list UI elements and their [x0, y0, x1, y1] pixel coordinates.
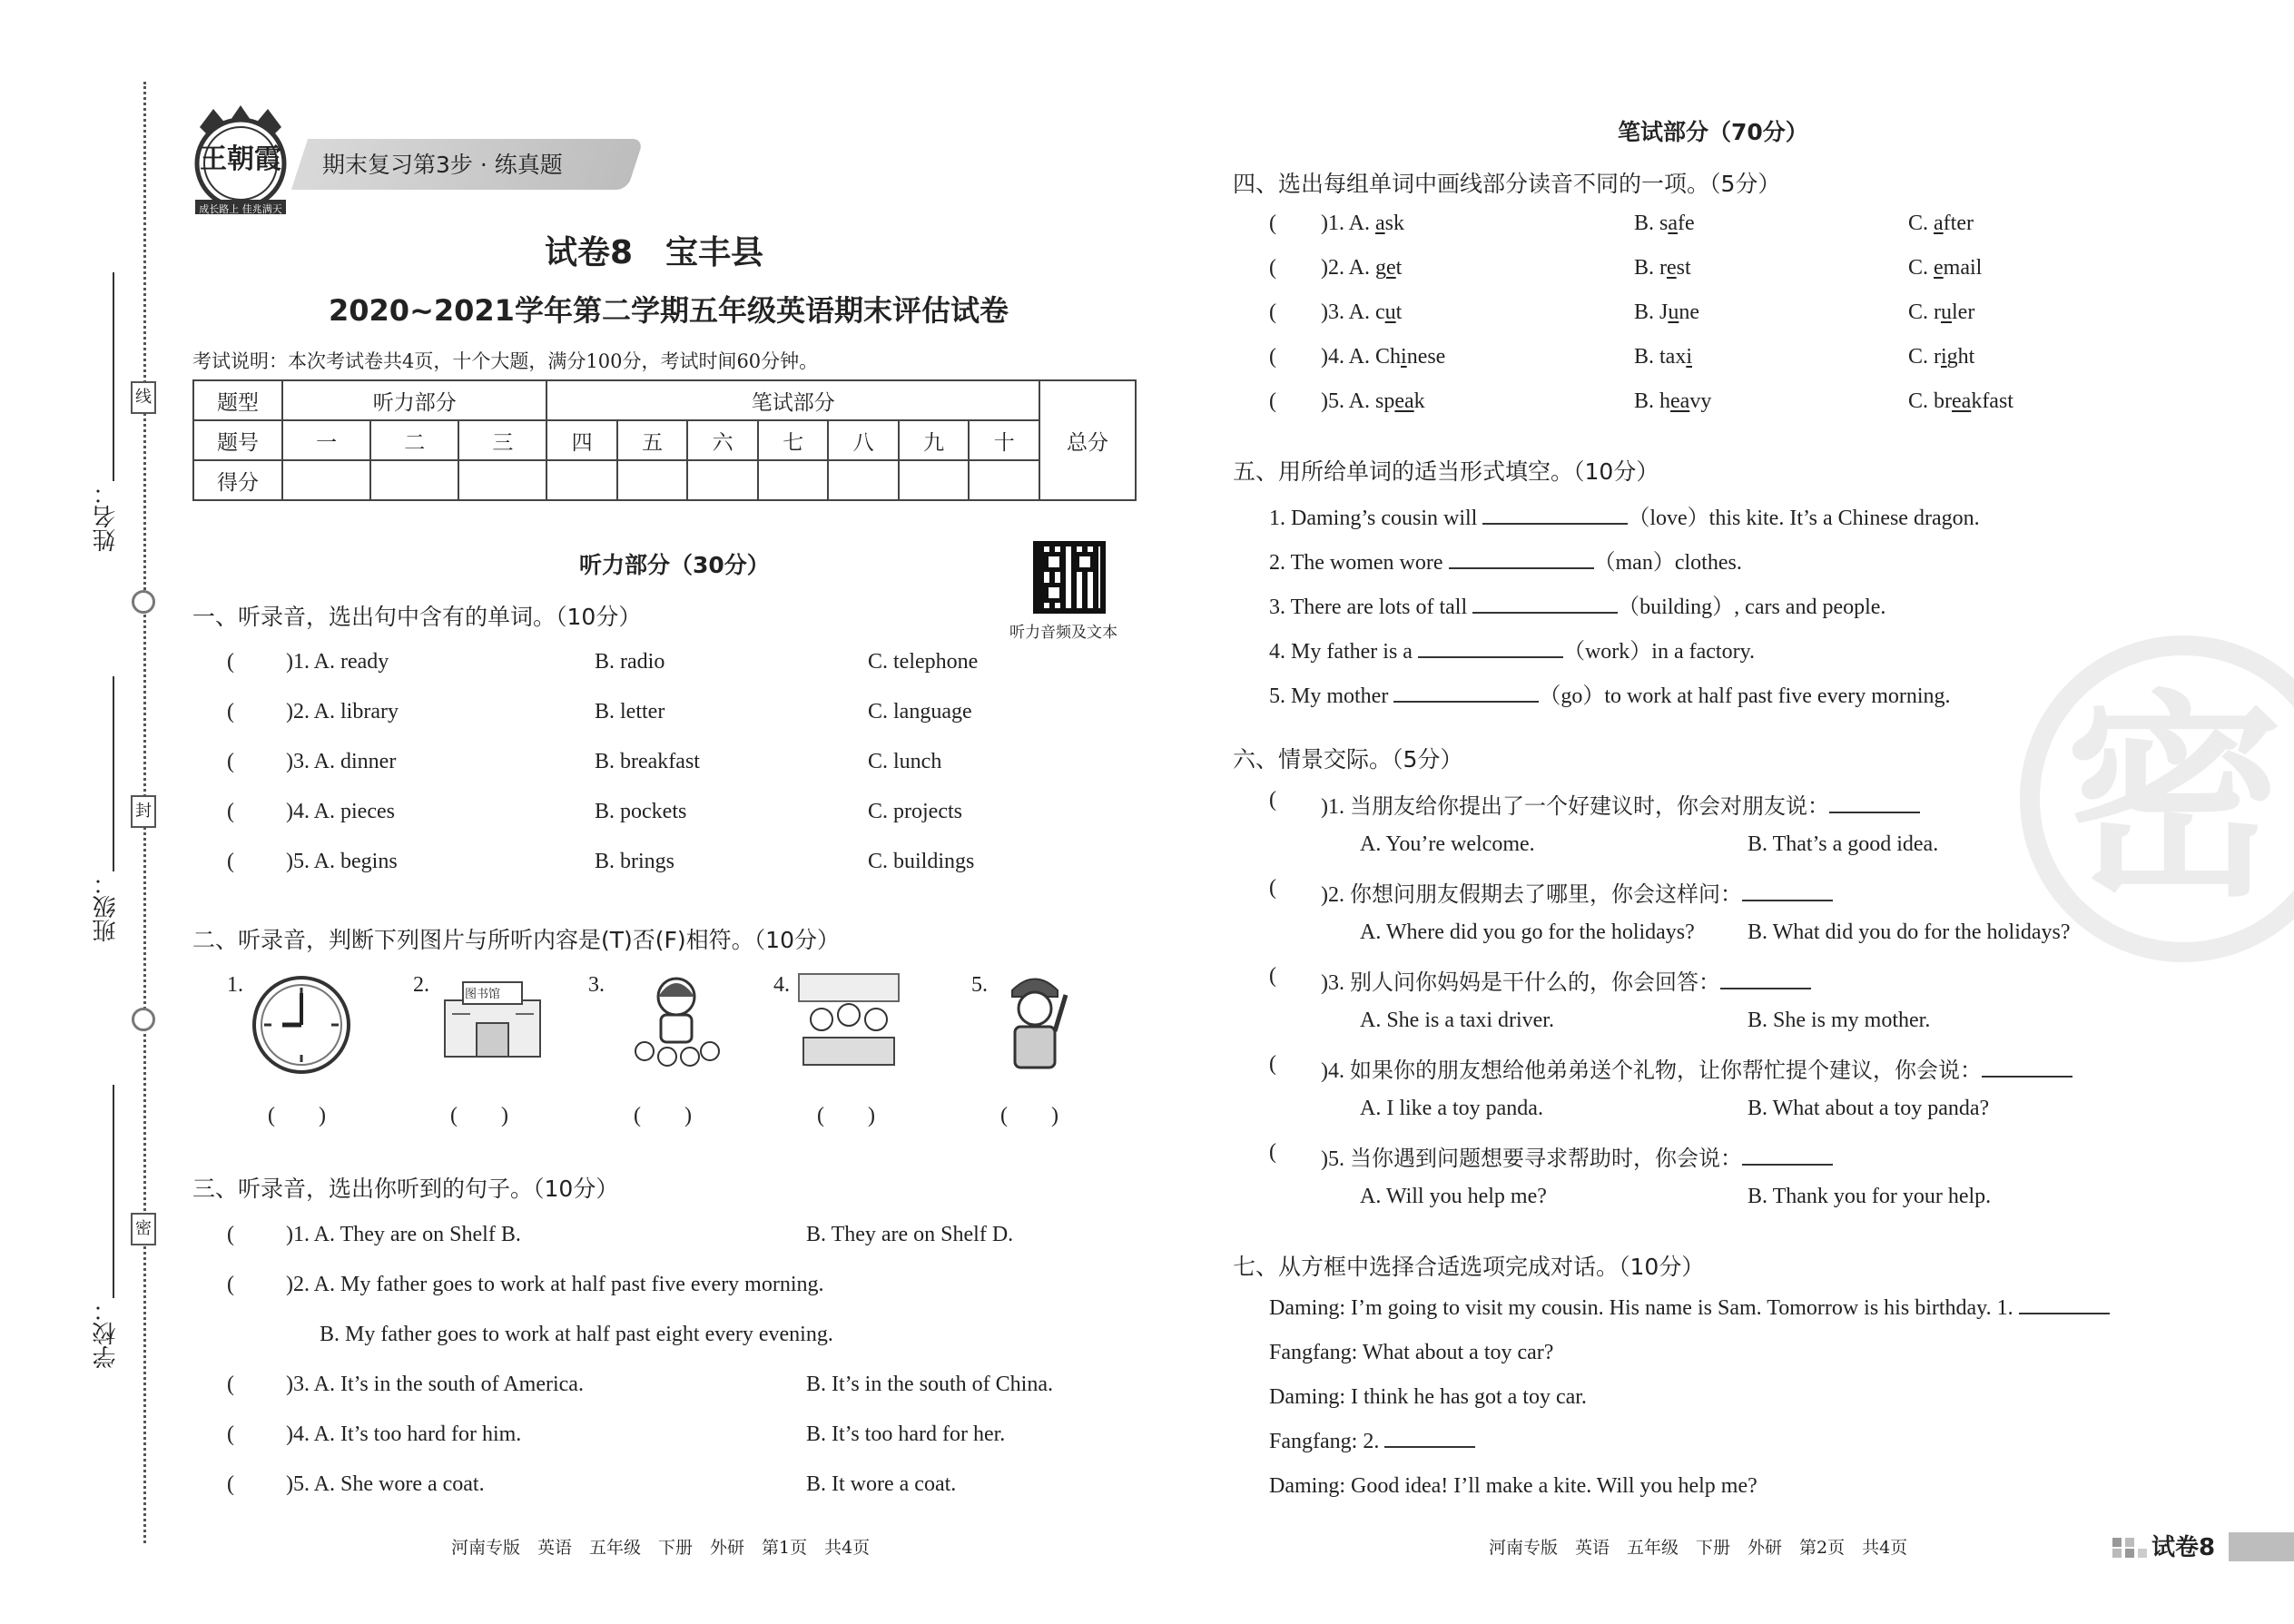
pic-answer-1[interactable]: ( ): [268, 1104, 326, 1127]
s4-option-a: )3. A. cut: [1321, 300, 1403, 324]
s6-option-a: A. I like a toy panda.: [1360, 1097, 1543, 1120]
s4-option-b: B. heavy: [1634, 389, 1712, 413]
s3-option-a: )4. A. It’s too hard for him.: [286, 1422, 522, 1446]
s3-paren[interactable]: (: [227, 1273, 234, 1296]
s6-option-a: A. Will you help me?: [1360, 1185, 1547, 1208]
s1-item-c: C. projects: [868, 800, 962, 823]
num-6: 六: [687, 420, 758, 460]
pic-answer-5[interactable]: ( ): [1000, 1104, 1058, 1127]
s4-option-c: C. ruler: [1908, 300, 1975, 324]
s4-option-b: B. safe: [1634, 212, 1695, 235]
score-cell[interactable]: [546, 460, 617, 500]
exam-instructions: 考试说明：本次考试卷共4页，十个大题，满分100分，考试时间60分钟。: [192, 350, 819, 372]
s6-option-b: B. What about a toy panda?: [1748, 1097, 1990, 1120]
footer-tag: 试卷8: [2151, 1534, 2216, 1561]
score-table: [192, 379, 1137, 501]
s5-item: 5. My mother （go）to work at half past five every morning.: [1269, 684, 1951, 708]
clock-image: [250, 973, 354, 1081]
banner-text: 期末复习第3步 · 练真题: [322, 152, 563, 178]
s3-title: 三、听录音，选出你听到的句子。（10分）: [192, 1176, 619, 1202]
s1-item-a: )5. A. begins: [286, 850, 398, 873]
s1-paren[interactable]: (: [227, 850, 234, 873]
s2-title: 二、听录音，判断下列图片与所听内容是(T)否(F)相符。（10分）: [192, 927, 840, 953]
s6-blank[interactable]: [1742, 883, 1833, 901]
s3-paren[interactable]: (: [227, 1422, 234, 1446]
s4-option-b: B. taxi: [1634, 345, 1692, 369]
s6-option-b: B. What did you do for the holidays?: [1748, 920, 2071, 944]
score-cell[interactable]: [617, 460, 688, 500]
binding-char-top: 线: [131, 381, 156, 414]
punch-hole-2: [132, 1008, 155, 1031]
s5-item: 2. The women wore （man）clothes.: [1269, 551, 1742, 575]
written-col: 笔试部分: [546, 380, 1039, 420]
pic-answer-3[interactable]: ( ): [634, 1104, 692, 1127]
score-cell[interactable]: [370, 460, 458, 500]
s6-paren[interactable]: (: [1269, 964, 1276, 988]
s1-item-c: C. lunch: [868, 750, 942, 773]
school-line[interactable]: [113, 1085, 114, 1298]
s6-paren[interactable]: (: [1269, 788, 1276, 812]
s1-item-b: B. brings: [595, 850, 675, 873]
s5-blank[interactable]: [1393, 684, 1539, 703]
pic-label-4: 4.: [773, 973, 790, 997]
s3-option-b: B. My father goes to work at half past eight every evening.: [320, 1323, 833, 1346]
s4-option-c: C. email: [1908, 256, 1983, 280]
s3-option-a: )2. A. My father goes to work at half past five every morning.: [286, 1273, 824, 1296]
s6-paren[interactable]: (: [1269, 876, 1276, 900]
s6-question: )2. 你想问朋友假期去了哪里，你会这样问：: [1321, 876, 1833, 908]
pic-label-1: 1.: [227, 973, 243, 997]
party-image: [794, 969, 903, 1073]
num-4: 四: [546, 420, 617, 460]
score-label: 得分: [193, 460, 282, 500]
footer-decoration: [2111, 1534, 2156, 1561]
paper-title: 试卷8 宝丰县: [545, 234, 764, 271]
punch-hole-1: [132, 590, 155, 614]
s1-item-b: B. pockets: [595, 800, 687, 823]
s1-item-b: B. radio: [595, 650, 665, 674]
s4-paren[interactable]: (: [1269, 256, 1276, 280]
s5-blank[interactable]: [1418, 640, 1563, 658]
s5-item: 1. Daming’s cousin will （love）this kite. It’s a Chinese dragon.: [1269, 507, 1980, 530]
s1-paren[interactable]: (: [227, 750, 234, 773]
num-10: 十: [969, 420, 1039, 460]
s1-title: 一、听录音，选出句中含有的单词。（10分）: [192, 604, 642, 630]
s6-question: )1. 当朋友给你提出了一个好建议时，你会对朋友说：: [1321, 788, 1920, 820]
score-cell[interactable]: [969, 460, 1039, 500]
s6-option-b: B. She is my mother.: [1748, 1009, 1931, 1032]
s5-blank[interactable]: [1472, 595, 1618, 614]
s3-paren[interactable]: (: [227, 1373, 234, 1396]
s4-option-a: )5. A. speak: [1321, 389, 1425, 413]
qr-caption: 听力音频及文本: [1009, 624, 1117, 642]
s4-paren[interactable]: (: [1269, 300, 1276, 324]
num-5: 五: [617, 420, 688, 460]
score-num-label: 题号: [193, 420, 282, 460]
policeman-image: [989, 968, 1080, 1076]
s1-paren[interactable]: (: [227, 650, 234, 674]
secret-watermark-char: 密: [2065, 672, 2284, 926]
binding-char-bottom: 密: [131, 1213, 156, 1245]
s3-paren[interactable]: (: [227, 1223, 234, 1246]
s4-option-c: C. right: [1908, 345, 1975, 369]
s6-option-a: A. Where did you go for the holidays?: [1360, 920, 1695, 944]
pic-label-3: 3.: [588, 973, 605, 997]
s6-blank[interactable]: [1982, 1059, 2072, 1078]
s4-option-c: C. breakfast: [1908, 389, 2013, 413]
s6-option-a: A. She is a taxi driver.: [1360, 1009, 1554, 1032]
s4-paren[interactable]: (: [1269, 212, 1276, 235]
score-cell[interactable]: [899, 460, 970, 500]
pic-label-2: 2.: [413, 973, 429, 997]
s4-paren[interactable]: (: [1269, 345, 1276, 369]
pic-answer-4[interactable]: ( ): [817, 1104, 875, 1127]
s6-paren[interactable]: (: [1269, 1052, 1276, 1076]
pic-answer-2[interactable]: ( ): [450, 1104, 508, 1127]
listening-title: 听力部分（30分）: [579, 552, 770, 578]
total-col: 总分: [1039, 380, 1136, 500]
num-1: 一: [282, 420, 370, 460]
pic-label-5: 5.: [971, 973, 988, 997]
s3-option-b: B. It’s too hard for her.: [806, 1422, 1006, 1446]
s3-paren[interactable]: (: [227, 1472, 234, 1496]
score-type-label: 题型: [193, 380, 282, 420]
s1-paren[interactable]: (: [227, 800, 234, 823]
s1-item-a: )2. A. library: [286, 700, 399, 723]
s3-option-a: )3. A. It’s in the south of America.: [286, 1373, 584, 1396]
s6-blank[interactable]: [1829, 795, 1920, 813]
s5-blank[interactable]: [1482, 507, 1628, 525]
s7-line: Fangfang: 2.: [1269, 1430, 1475, 1454]
written-title: 笔试部分（70分）: [1618, 119, 1808, 145]
num-3: 三: [458, 420, 546, 460]
s7-blank[interactable]: [2019, 1296, 2110, 1314]
exam-title: 2020~2021学年第二学期五年级英语期末评估试卷: [329, 293, 1009, 328]
s4-option-b: B. June: [1634, 300, 1700, 324]
s1-item-b: B. letter: [595, 700, 665, 723]
s6-title: 六、情景交际。（5分）: [1233, 746, 1463, 773]
s1-item-c: C. buildings: [868, 850, 975, 873]
binding-char-mid: 封: [131, 795, 156, 828]
name-label: 姓名：: [93, 481, 120, 552]
footer-right: 河南专版 英语 五年级 下册 外研 第2页 共4页: [1489, 1538, 1908, 1558]
s7-line: Daming: I’m going to visit my cousin. His name is Sam. Tomorrow is his birthday. 1.: [1269, 1296, 2110, 1321]
score-cell[interactable]: [282, 460, 370, 500]
s5-item: 4. My father is a （work）in a factory.: [1269, 640, 1756, 664]
s1-item-a: )1. A. ready: [286, 650, 389, 674]
s1-item-c: C. telephone: [868, 650, 979, 674]
footer-band: [2229, 1532, 2294, 1561]
s4-option-a: )4. A. Chinese: [1321, 345, 1446, 369]
s5-title: 五、用所给单词的适当形式填空。（10分）: [1233, 458, 1659, 485]
s6-option-b: B. That’s a good idea.: [1748, 832, 1939, 856]
s3-option-b: B. It wore a coat.: [806, 1472, 957, 1496]
s1-item-b: B. breakfast: [595, 750, 700, 773]
s4-title: 四、选出每组单词中画线部分读音不同的一项。（5分）: [1233, 171, 1781, 197]
name-line[interactable]: [113, 272, 114, 481]
s6-question: )4. 如果你的朋友想给他弟弟送个礼物，让你帮忙提个建议，你会说：: [1321, 1052, 2072, 1084]
num-8: 八: [828, 420, 899, 460]
children-image: [626, 969, 726, 1073]
school-label: 学校：: [93, 1298, 120, 1369]
s1-paren[interactable]: (: [227, 700, 234, 723]
score-cell[interactable]: [458, 460, 546, 500]
s7-line: Daming: Good idea! I’ll make a kite. Will you help me?: [1269, 1474, 1757, 1498]
s7-line: Daming: I think he has got a toy car.: [1269, 1385, 1587, 1409]
s6-blank[interactable]: [1720, 971, 1811, 989]
s6-option-b: B. Thank you for your help.: [1748, 1185, 1992, 1208]
class-line[interactable]: [113, 676, 114, 871]
score-cell[interactable]: [758, 460, 829, 500]
s4-option-b: B. rest: [1634, 256, 1691, 280]
s3-option-b: B. It’s in the south of China.: [806, 1373, 1053, 1396]
s1-item-c: C. language: [868, 700, 972, 723]
footer-left: 河南专版 英语 五年级 下册 外研 第1页 共4页: [451, 1538, 871, 1558]
num-2: 二: [370, 420, 458, 460]
s6-question: )3. 别人问你妈妈是干什么的，你会回答：: [1321, 964, 1811, 996]
s1-item-a: )3. A. dinner: [286, 750, 397, 773]
s3-option-a: )5. A. She wore a coat.: [286, 1472, 485, 1496]
score-cell[interactable]: [828, 460, 899, 500]
num-9: 九: [899, 420, 970, 460]
brand-sub: 成长路上 佳兆满天: [199, 203, 282, 215]
s5-blank[interactable]: [1449, 551, 1594, 569]
s6-blank[interactable]: [1742, 1147, 1833, 1166]
s4-option-a: )2. A. get: [1321, 256, 1403, 280]
s4-option-c: C. after: [1908, 212, 1974, 235]
s4-paren[interactable]: (: [1269, 389, 1276, 413]
s5-item: 3. There are lots of tall （building）, cars and people.: [1269, 595, 1886, 619]
s6-paren[interactable]: (: [1269, 1140, 1276, 1164]
qr-code[interactable]: [1033, 541, 1106, 614]
s7-blank[interactable]: [1384, 1430, 1475, 1448]
library-sign: 图书馆: [465, 988, 501, 1001]
s7-title: 七、从方框中选择合适选项完成对话。（10分）: [1233, 1254, 1705, 1280]
score-cell[interactable]: [687, 460, 758, 500]
s7-line: Fangfang: What about a toy car?: [1269, 1341, 1554, 1364]
s6-option-a: A. You’re welcome.: [1360, 832, 1535, 856]
listening-col: 听力部分: [282, 380, 546, 420]
s3-option-a: )1. A. They are on Shelf B.: [286, 1223, 521, 1246]
s4-option-a: )1. A. ask: [1321, 212, 1404, 235]
s1-item-a: )4. A. pieces: [286, 800, 395, 823]
class-label: 班级：: [93, 871, 120, 942]
brand-name: 王朝霞: [200, 143, 281, 175]
s6-question: )5. 当你遇到问题想要寻求帮助时，你会说：: [1321, 1140, 1833, 1172]
num-7: 七: [758, 420, 829, 460]
s3-option-b: B. They are on Shelf D.: [806, 1223, 1014, 1246]
